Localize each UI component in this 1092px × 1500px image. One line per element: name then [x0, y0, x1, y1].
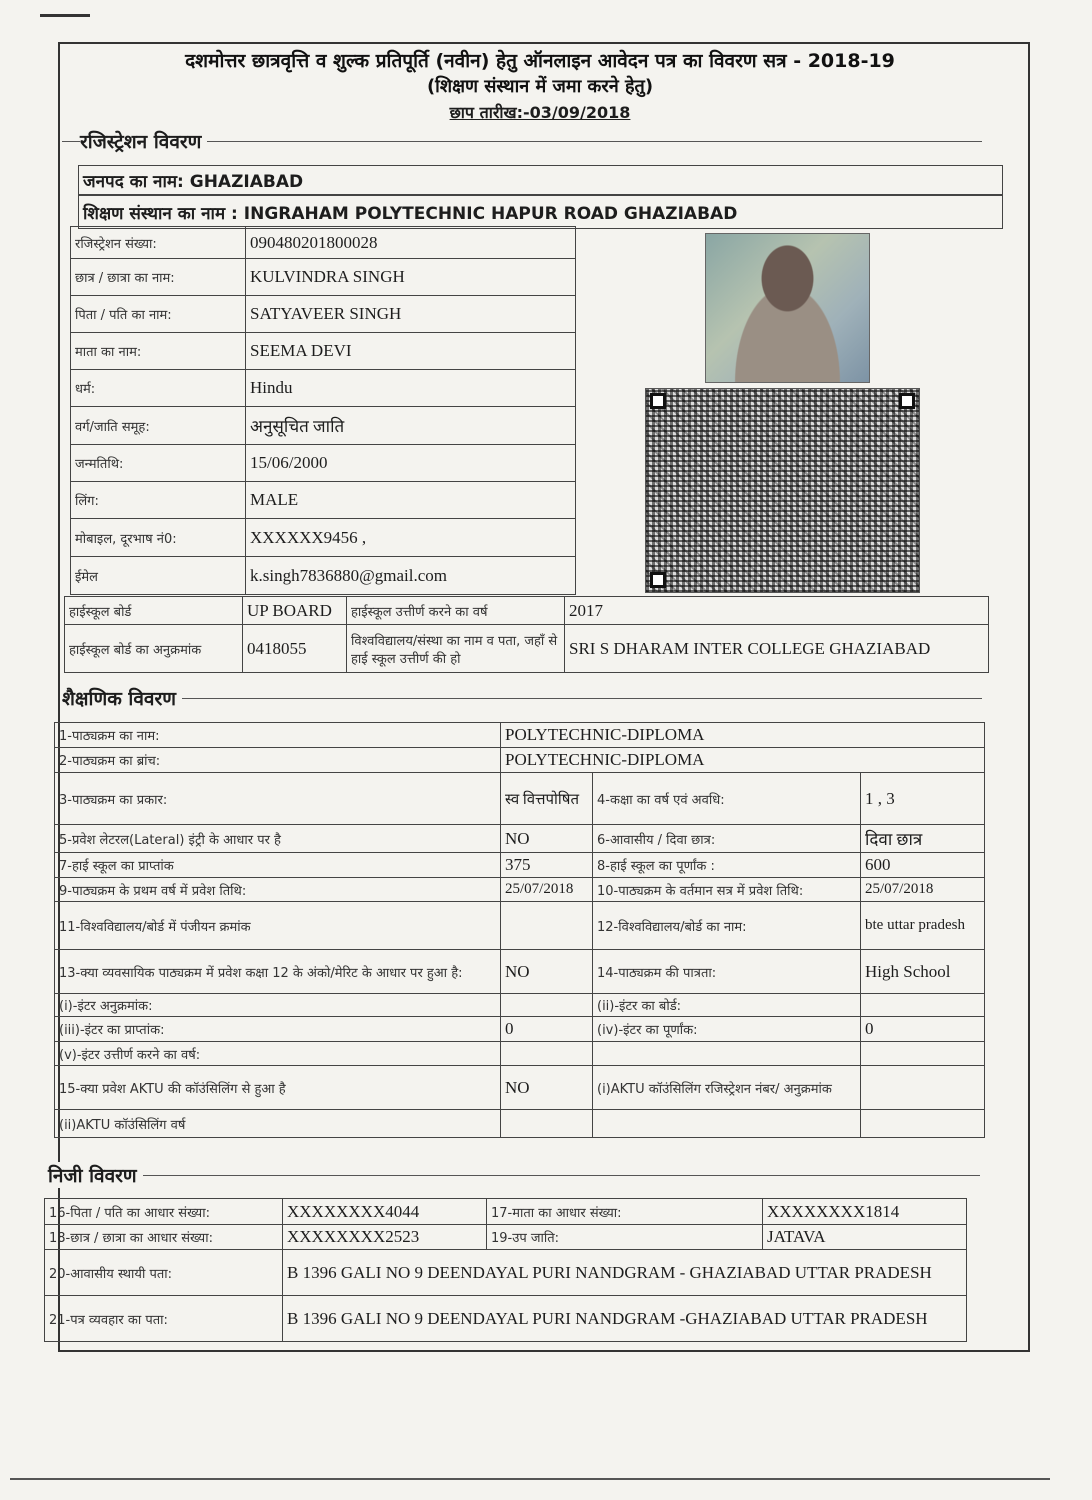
academic-table [54, 722, 985, 1138]
table-row [45, 1199, 967, 1225]
registration-legend: रजिस्ट्रेशन विवरण [80, 128, 207, 154]
aktu-year-label: (ii)AKTU कॉउंसिलिंग वर्ष [55, 1110, 501, 1138]
mother-aadhaar-label: 17-माता का आधार संख्या: [487, 1199, 763, 1225]
field-label: पिता / पति का नाम: [71, 296, 246, 333]
univ-name-label: 12-विश्वविद्यालय/बोर्ड का नाम: [593, 902, 861, 950]
field-label: ईमेल [71, 557, 246, 595]
table-row [55, 748, 985, 773]
current-year-value: 25/07/2018 [861, 878, 985, 902]
hs-marks-value: 375 [501, 853, 593, 878]
aktu-reg-value [861, 1066, 985, 1110]
eligibility-label: 14-पाठ्यक्रम की पात्रता: [593, 950, 861, 994]
table-row [55, 1042, 985, 1066]
univ-reg-label: 11-विश्वविद्यालय/बोर्ड में पंजीयन क्रमांक [55, 902, 501, 950]
permanent-address-value: B 1396 GALI NO 9 DEENDAYAL PURI NANDGRAM - GHAZIABAD UTTAR PRADESH [283, 1250, 967, 1296]
date-of-birth: 15/06/2000 [246, 445, 576, 482]
table-row [55, 723, 985, 748]
hs-total-label: 8-हाई स्कूल का पूर्णांक : [593, 853, 861, 878]
academic-legend: शैक्षणिक विवरण [62, 685, 182, 711]
inter-total-value: 0 [861, 1017, 985, 1042]
field-label: लिंग: [71, 482, 246, 519]
hs-roll-label: हाईस्कूल बोर्ड का अनुक्रमांक [65, 625, 243, 673]
section-divider [62, 698, 982, 699]
district-row [78, 165, 1003, 195]
table-row [71, 227, 576, 259]
table-row [71, 482, 576, 519]
univ-name-value: bte uttar pradesh [861, 902, 985, 950]
district-name: जनपद का नाम: GHAZIABAD [83, 171, 304, 192]
hs-marks-label: 7-हाई स्कूल का प्राप्तांक [55, 853, 501, 878]
table-row [71, 296, 576, 333]
inter-total-label: (iv)-इंटर का पूर्णांक: [593, 1017, 861, 1042]
subcaste-value: JATAVA [763, 1225, 967, 1250]
year-value: 1 , 3 [861, 773, 985, 825]
religion: Hindu [246, 370, 576, 407]
father-aadhaar-value: XXXXXXXX4044 [283, 1199, 487, 1225]
table-row [71, 370, 576, 407]
student-aadhaar-value: XXXXXXXX2523 [283, 1225, 487, 1250]
table-row [55, 950, 985, 994]
field-label: धर्म: [71, 370, 246, 407]
table-row [55, 994, 985, 1017]
table-row [55, 853, 985, 878]
hs-board-value: UP BOARD [243, 597, 347, 625]
lateral-value: NO [501, 825, 593, 853]
hs-year-label: हाईस्कूल उत्तीर्ण करने का वर्ष [347, 597, 565, 625]
field-label: जन्मतिथि: [71, 445, 246, 482]
course-name-label: 1-पाठ्यक्रम का नाम: [55, 723, 501, 748]
aktu-value: NO [501, 1066, 593, 1110]
table-row [65, 597, 989, 625]
field-label: रजिस्ट्रेशन संख्या: [71, 227, 246, 259]
form-subtitle: (शिक्षण संस्थान में जमा करने हेतु) [426, 76, 654, 97]
univ-reg-value [501, 902, 593, 950]
table-row [71, 519, 576, 557]
table-row [45, 1296, 967, 1342]
field-label: वर्ग/जाति समूह: [71, 407, 246, 445]
inter-year-label: (v)-इंटर उत्तीर्ण करने का वर्ष: [55, 1042, 501, 1066]
inter-marks-label: (iii)-इंटर का प्राप्तांक: [55, 1017, 501, 1042]
lateral-label: 5-प्रवेश लेटरल(Lateral) इंट्री के आधार पर है [55, 825, 501, 853]
subcaste-label: 19-उप जाति: [487, 1225, 763, 1250]
institute-name: शिक्षण संस्थान का नाम : INGRAHAM POLYTECHNIC HAPUR ROAD GHAZIABAD [83, 203, 738, 224]
permanent-address-label: 20-आवासीय स्थायी पता: [45, 1250, 283, 1296]
residential-value: दिवा छात्र [861, 825, 985, 853]
course-name-value: POLYTECHNIC-DIPLOMA [501, 723, 985, 748]
table-row [55, 902, 985, 950]
table-row [71, 333, 576, 370]
table-row [65, 625, 989, 673]
table-row [71, 557, 576, 595]
table-row [45, 1225, 967, 1250]
hs-board-label: हाईस्कूल बोर्ड [65, 597, 243, 625]
page-bottom-line [10, 1478, 1050, 1480]
aktu-label: 15-क्या प्रवेश AKTU की कॉउंसिलिंग से हुआ है [55, 1066, 501, 1110]
postal-address-label: 21-पत्र व्यवहार का पता: [45, 1296, 283, 1342]
year-label: 4-कक्षा का वर्ष एवं अवधि: [593, 773, 861, 825]
table-row [71, 259, 576, 296]
table-row [55, 773, 985, 825]
highschool-table [64, 596, 989, 673]
mother-aadhaar-value: XXXXXXXX1814 [763, 1199, 967, 1225]
hs-school-label: विश्वविद्यालय/संस्था का नाम व पता, जहाँ से हाई स्कूल उत्तीर्ण की हो [347, 625, 565, 673]
course-type-label: 3-पाठ्यक्रम का प्रकार: [55, 773, 501, 825]
print-date: छाप तारीख:-03/09/2018 [449, 103, 631, 122]
form-header [100, 48, 980, 126]
hs-school-value: SRI S DHARAM INTER COLLEGE GHAZIABAD [565, 625, 989, 673]
empty-cell [593, 1110, 861, 1138]
empty-cell [593, 1042, 861, 1066]
hs-roll-value: 0418055 [243, 625, 347, 673]
gender: MALE [246, 482, 576, 519]
table-row [55, 1110, 985, 1138]
student-aadhaar-label: 18-छात्र / छात्रा का आधार संख्या: [45, 1225, 283, 1250]
field-label: माता का नाम: [71, 333, 246, 370]
hs-total-value: 600 [861, 853, 985, 878]
qr-code [645, 388, 920, 593]
personal-legend: निजी विवरण [48, 1162, 143, 1188]
voc-value: NO [501, 950, 593, 994]
course-branch-value: POLYTECHNIC-DIPLOMA [501, 748, 985, 773]
qr-finder [899, 393, 915, 409]
institute-row [78, 195, 1003, 229]
inter-year-value [501, 1042, 593, 1066]
first-year-label: 9-पाठ्यक्रम के प्रथम वर्ष में प्रवेश तिथि: [55, 878, 501, 902]
qr-finder [650, 393, 666, 409]
current-year-label: 10-पाठ्यक्रम के वर्तमान सत्र में प्रवेश तिथि: [593, 878, 861, 902]
personal-table [44, 1198, 967, 1342]
section-divider [48, 1175, 980, 1176]
mobile-number: XXXXXX9456 , [246, 519, 576, 557]
inter-roll-label: (i)-इंटर अनुक्रमांक: [55, 994, 501, 1017]
inter-roll-value [501, 994, 593, 1017]
registration-table [70, 226, 576, 595]
course-branch-label: 2-पाठ्यक्रम का ब्रांच: [55, 748, 501, 773]
aktu-year-value [501, 1110, 593, 1138]
hs-year-value: 2017 [565, 597, 989, 625]
qr-finder [650, 572, 666, 588]
table-row [55, 1066, 985, 1110]
caste-group: अनुसूचित जाति [246, 407, 576, 445]
inter-board-label: (ii)-इंटर का बोर्ड: [593, 994, 861, 1017]
form-title: दशमोत्तर छात्रवृत्ति व शुल्क प्रतिपूर्ति (नवीन) हेतु ऑनलाइन आवेदन पत्र का विवरण सत्र - 2018-19 [185, 50, 895, 72]
table-row [55, 878, 985, 902]
table-row [71, 407, 576, 445]
student-photo [705, 233, 870, 383]
inter-marks-value: 0 [501, 1017, 593, 1042]
field-label: छात्र / छात्रा का नाम: [71, 259, 246, 296]
eligibility-value: High School [861, 950, 985, 994]
student-name: KULVINDRA SINGH [246, 259, 576, 296]
table-row [55, 1017, 985, 1042]
mother-name: SEEMA DEVI [246, 333, 576, 370]
aktu-reg-label: (i)AKTU कॉउंसिलिंग रजिस्ट्रेशन नंबर/ अनुक्रमांक [593, 1066, 861, 1110]
field-label: मोबाइल, दूरभाष नं0: [71, 519, 246, 557]
first-year-value: 25/07/2018 [501, 878, 593, 902]
registration-number: 090480201800028 [246, 227, 576, 259]
father-aadhaar-label: 16-पिता / पति का आधार संख्या: [45, 1199, 283, 1225]
email: k.singh7836880@gmail.com [246, 557, 576, 595]
table-row [55, 825, 985, 853]
inter-board-value [861, 994, 985, 1017]
empty-cell [861, 1110, 985, 1138]
postal-address-value: B 1396 GALI NO 9 DEENDAYAL PURI NANDGRAM -GHAZIABAD UTTAR PRADESH [283, 1296, 967, 1342]
table-row [45, 1250, 967, 1296]
father-name: SATYAVEER SINGH [246, 296, 576, 333]
table-row [71, 445, 576, 482]
scan-mark [40, 14, 90, 17]
residential-label: 6-आवासीय / दिवा छात्र: [593, 825, 861, 853]
course-type-value: स्व वित्तपोषित [501, 773, 593, 825]
voc-label: 13-क्या व्यवसायिक पाठ्यक्रम में प्रवेश कक्षा 12 के अंको/मेरिट के आधार पर हुआ है: [55, 950, 501, 994]
empty-cell [861, 1042, 985, 1066]
